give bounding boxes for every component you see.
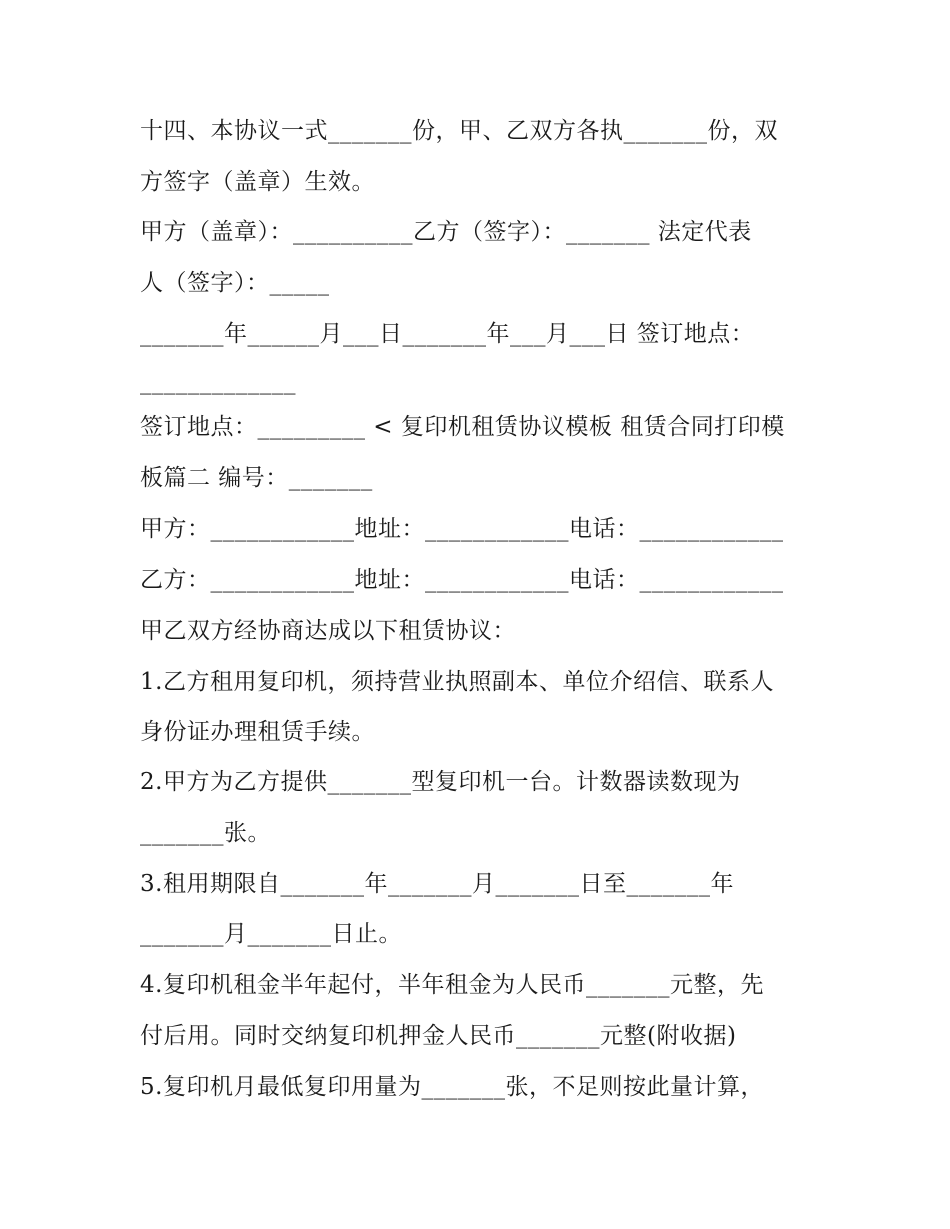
text-line-3: 甲方（盖章）：__________乙方（签字）：_______ 法定代表 (140, 219, 752, 245)
text-line-5: _______年______月___日_______年___月___日 签订地点： (140, 321, 755, 347)
text-line-10: 乙方：____________地址：____________电话：____________ (140, 567, 784, 593)
text-line-9: 甲方：____________地址：____________电话：____________ (140, 516, 784, 542)
text-line-1: 十四、本协议一式_______份，甲、乙双方各执_______份，双 (140, 118, 778, 144)
text-line-20: 5.复印机月最低复印用量为_______张，不足则按此量计算， (140, 1074, 764, 1100)
text-line-11: 甲乙双方经协商达成以下租赁协议： (140, 618, 516, 644)
text-line-14: 2.甲方为乙方提供_______型复印机一台。计数器读数现为 (140, 769, 741, 795)
text-line-18: 4.复印机租金半年起付，半年租金为人民币_______元整，先 (140, 972, 764, 998)
text-line-8: 板篇二 编号：_______ (140, 465, 373, 491)
text-line-7: 签订地点：_________ < 复印机租赁协议模板 租赁合同打印模 (140, 414, 785, 440)
text-line-4: 人（签字）：_____ (140, 270, 330, 296)
text-line-17: _______月_______日止。 (140, 921, 402, 947)
text-line-13: 身份证办理租赁手续。 (140, 719, 375, 745)
text-line-12: 1.乙方租用复印机，须持营业执照副本、单位介绍信、联系人 (140, 669, 774, 695)
text-line-16: 3.租用期限自_______年_______月_______日至_______年 (140, 871, 734, 897)
text-line-15: _______张。 (140, 820, 271, 846)
text-line-2: 方签字（盖章）生效。 (140, 169, 375, 195)
text-line-6: _____________ (140, 369, 296, 395)
text-line-19: 付后用。同时交纳复印机押金人民币_______元整(附收据) (140, 1023, 737, 1049)
